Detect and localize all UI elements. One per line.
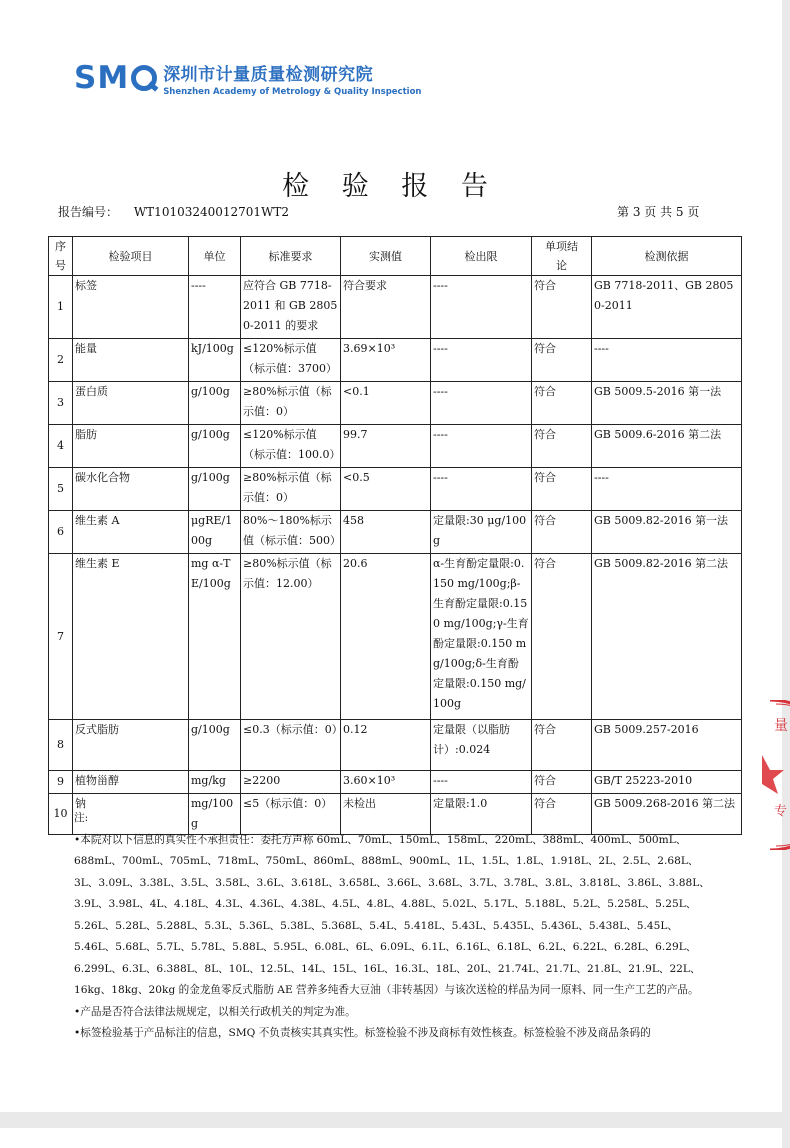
- table-row: [49, 771, 742, 794]
- table-cell: 符合要求: [341, 276, 431, 339]
- report-title: 检 验 报 告: [282, 171, 500, 202]
- table-cell: 0.12: [341, 720, 431, 771]
- table-cell: 符合: [532, 339, 592, 382]
- institute-name-cn: 深圳市计量质量检测研究院: [163, 64, 374, 85]
- table-cell: ≥80%标示值（标示值：0）: [241, 468, 341, 511]
- table-cell: 符合: [532, 720, 592, 771]
- table-cell: <0.1: [341, 382, 431, 425]
- table-cell: 符合: [532, 468, 592, 511]
- next-page-edge: [0, 1128, 782, 1148]
- table-cell: ≤120%标示值（标示值：3700）: [241, 339, 341, 382]
- logo-mark: SM: [74, 60, 157, 96]
- official-seal: [760, 700, 790, 850]
- col-header: 实测值: [341, 237, 431, 276]
- table-cell: ----: [431, 276, 532, 339]
- table-cell: 脂肪: [73, 425, 189, 468]
- table-cell: g/100g: [189, 382, 241, 425]
- table-cell: GB 5009.257-2016: [592, 720, 742, 771]
- table-cell: 维生素 A: [73, 511, 189, 554]
- table-cell: ≤0.3（标示值：0）: [241, 720, 341, 771]
- table-cell: 20.6: [341, 554, 431, 720]
- institute-name-en: Shenzhen Academy of Metrology & Quality Inspection: [163, 86, 422, 97]
- table-cell: 应符合 GB 7718-2011 和 GB 28050-2011 的要求: [241, 276, 341, 339]
- col-header: 检验项目: [73, 237, 189, 276]
- svg-text:专: 专: [774, 804, 788, 819]
- table-cell: ≤120%标示值（标示值：100.0）: [241, 425, 341, 468]
- table-cell: 符合: [532, 554, 592, 720]
- table-cell: 反式脂肪: [73, 720, 189, 771]
- institute-logo: [74, 56, 421, 100]
- note-item: •产品是否符合法律法规规定，以相关行政机关的判定为准。: [74, 1005, 356, 1018]
- table-row: [49, 720, 742, 771]
- table-cell: 植物甾醇: [73, 771, 189, 794]
- results-table: [48, 236, 742, 835]
- table-cell: mg/kg: [189, 771, 241, 794]
- table-row: [49, 276, 742, 339]
- col-header: 单项结论: [532, 237, 592, 276]
- notes-label: 注:: [74, 812, 89, 824]
- table-cell: kJ/100g: [189, 339, 241, 382]
- table-row: [49, 339, 742, 382]
- table-cell: 能量: [73, 339, 189, 382]
- table-cell: GB 5009.82-2016 第二法: [592, 554, 742, 720]
- table-row: [49, 382, 742, 425]
- table-cell: GB 5009.5-2016 第一法: [592, 382, 742, 425]
- table-cell: 9: [49, 771, 73, 794]
- table-cell: 维生素 E: [73, 554, 189, 720]
- table-cell: ----: [431, 468, 532, 511]
- table-cell: 3.60×10³: [341, 771, 431, 794]
- table-cell: 符合: [532, 794, 592, 835]
- table-cell: 1: [49, 276, 73, 339]
- table-cell: 符合: [532, 511, 592, 554]
- table-cell: GB 5009.268-2016 第二法: [592, 794, 742, 835]
- note-item: •标签检验基于产品标注的信息，SMQ 不负责核实其真实性。标签检验不涉及商标有效性核查。标签检验不涉及商品条码的: [74, 1027, 651, 1039]
- table-cell: 符合: [532, 276, 592, 339]
- table-cell: 5: [49, 468, 73, 511]
- table-cell: 定量限（以脂肪计）:0.024: [431, 720, 532, 771]
- table-cell: 6: [49, 511, 73, 554]
- table-cell: 3: [49, 382, 73, 425]
- table-cell: GB 5009.6-2016 第二法: [592, 425, 742, 468]
- page-info: 第 3 页 共 5 页: [617, 205, 700, 219]
- col-header: 单位: [189, 237, 241, 276]
- table-cell: ----: [431, 339, 532, 382]
- table-cell: GB 5009.82-2016 第一法: [592, 511, 742, 554]
- table-cell: μgRE/100g: [189, 511, 241, 554]
- table-cell: 碳水化合物: [73, 468, 189, 511]
- table-header-row: [49, 237, 742, 276]
- table-cell: 99.7: [341, 425, 431, 468]
- table-cell: 定量限:30 μg/100g: [431, 511, 532, 554]
- table-cell: ≥80%标示值（标示值：0）: [241, 382, 341, 425]
- col-header: 序号: [49, 237, 73, 276]
- table-cell: 钠: [73, 794, 189, 835]
- col-header: 检出限: [431, 237, 532, 276]
- table-cell: 458: [341, 511, 431, 554]
- table-row: [49, 425, 742, 468]
- table-cell: ≥2200: [241, 771, 341, 794]
- table-cell: ----: [592, 339, 742, 382]
- report-number-label: 报告编号：: [58, 205, 119, 219]
- table-cell: mg α-TE/100g: [189, 554, 241, 720]
- table-cell: ----: [592, 468, 742, 511]
- table-cell: 4: [49, 425, 73, 468]
- notes-section: [74, 808, 714, 1045]
- table-cell: 蛋白质: [73, 382, 189, 425]
- col-header: 检测依据: [592, 237, 742, 276]
- table-cell: 定量限:1.0: [431, 794, 532, 835]
- table-cell: 80%～180%标示值（标示值：500）: [241, 511, 341, 554]
- table-cell: 10: [49, 794, 73, 835]
- table-cell: 3.69×10³: [341, 339, 431, 382]
- table-row: [49, 511, 742, 554]
- note-item: •本院对以下信息的真实性不承担责任：委托方声称 60mL、70mL、150mL、158mL、220mL、388mL、400mL、500mL、688mL、700mL、705mL、718mL、750mL、860mL、888mL、900mL、1L、1.5L、1.8L、1.918L、2L、2.5L、2.68L、3L、3.09L、3.38L、3.5L、3.58L、3.6L、3.618L、3.658L、3.66L、3.68L、3.7L、3.78L、3.8L、3.818L、3.86L、3.88L、3.9L、3.98L、4L、4.18L、4.3L、4.36L、4.38L、4.5L、4.8L、4.88L、5.02L、5.17L、5.188L、5.2L、5.258L、5.25L、5.26L、5.28L、5.288L、5.3L、5.36L、5.38L、5.368L、5.4L、5.418L、5.43L、5.435L、5.436L、5.438L、5.45L、5.46L、5.68L、5.7L、5.78L、5.88L、5.95L、6.08L、6L、6.09L、6.1L、6.16L、6.18L、6.2L、6.22L、6.28L、6.29L、6.299L、6.3L、6.388L、8L、10L、12.5L、14L、15L、16L、16.3L、18L、20L、21.74L、21.7L、21.8L、21.9L、22L、16kg、18kg、20kg 的金龙鱼零反式脂肪 AE 营养多纯香大豆油（非转基因）与该次送检的样品为同一原料、同一生产工艺的产品。: [74, 833, 710, 996]
- table-cell: g/100g: [189, 468, 241, 511]
- table-cell: 未检出: [341, 794, 431, 835]
- table-cell: 8: [49, 720, 73, 771]
- table-cell: 2: [49, 339, 73, 382]
- table-cell: g/100g: [189, 720, 241, 771]
- table-row: [49, 554, 742, 720]
- table-cell: g/100g: [189, 425, 241, 468]
- table-cell: 符合: [532, 425, 592, 468]
- report-number: [58, 203, 289, 220]
- table-cell: ≥80%标示值（标示值：12.00）: [241, 554, 341, 720]
- col-header: 标准要求: [241, 237, 341, 276]
- table-cell: α-生育酚定量限:0.150 mg/100g;β-生育酚定量限:0.150 mg/100g;γ-生育酚定量限:0.150 mg/100g;δ-生育酚定量限:0.150 mg/100g: [431, 554, 532, 720]
- table-cell: ≤5（标示值：0）: [241, 794, 341, 835]
- table-cell: <0.5: [341, 468, 431, 511]
- table-cell: 符合: [532, 382, 592, 425]
- table-cell: 标签: [73, 276, 189, 339]
- table-cell: ----: [189, 276, 241, 339]
- svg-text:量: 量: [774, 718, 788, 734]
- table-cell: ----: [431, 425, 532, 468]
- table-cell: mg/100g: [189, 794, 241, 835]
- table-cell: 符合: [532, 771, 592, 794]
- table-cell: ----: [431, 771, 532, 794]
- table-row: [49, 468, 742, 511]
- table-cell: 7: [49, 554, 73, 720]
- report-number-value: WT10103240012701WT2: [133, 205, 290, 219]
- table-cell: GB/T 25223-2010: [592, 771, 742, 794]
- table-cell: ----: [431, 382, 532, 425]
- table-cell: GB 7718-2011、GB 28050-2011: [592, 276, 742, 339]
